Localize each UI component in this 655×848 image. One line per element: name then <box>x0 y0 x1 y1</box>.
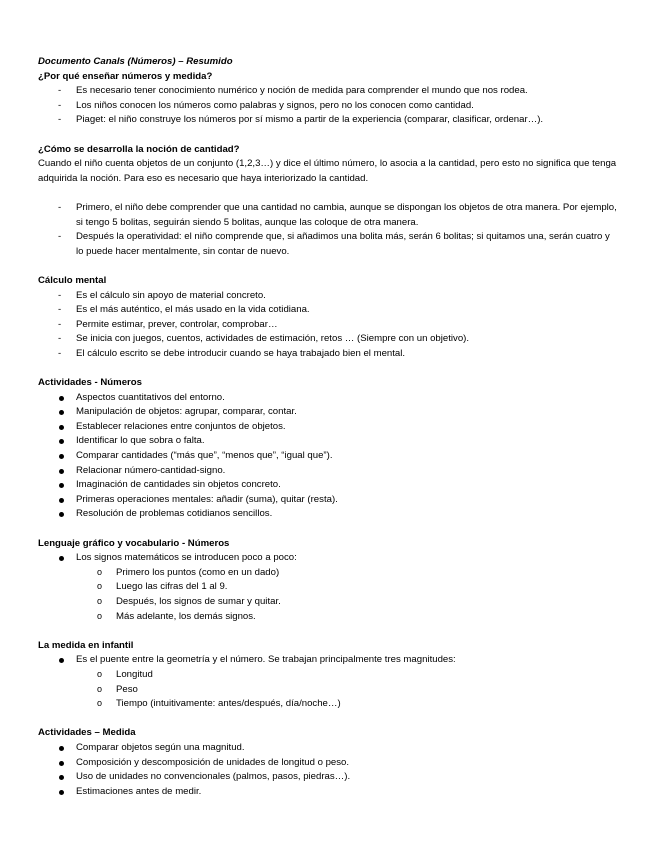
quantity-list <box>38 201 618 259</box>
list-item: Estimaciones antes de medir. <box>38 785 618 800</box>
sub-list-item: o Peso <box>38 683 618 698</box>
list-item: Los signos matemáticos se introducen poco a poco: <box>38 551 618 566</box>
list-item: - Primero, el niño debe comprender que una cantidad no cambia, aunque se dispongan los objetos de otra manera. Por ejemplo, si tengo 5 bolitas, seguirán siendo 5 bolitas, aunque las coloque de otra manera. <box>38 201 618 230</box>
measure-sublist <box>38 668 618 712</box>
list-item: - Los niños conocen los números como palabras y signos, pero no los conocen como cantidad. <box>38 99 618 114</box>
list-item: Aspectos cuantitativos del entorno. <box>38 391 618 406</box>
list-item: Comparar cantidades (“más que”, “menos que”, “igual que”). <box>38 449 618 464</box>
list-item: Manipulación de objetos: agrupar, comparar, contar. <box>38 405 618 420</box>
section-heading-activities-measure: Actividades – Medida <box>38 727 136 739</box>
why-list <box>38 84 618 128</box>
list-item: - Es el cálculo sin apoyo de material concreto. <box>38 289 618 304</box>
sub-list-item: o Tiempo (intuitivamente: antes/después, día/noche…) <box>38 697 618 712</box>
list-item: - Después la operatividad: el niño comprende que, si añadimos una bolita más, serán 6 bolitas; si quitamos una, serán cuatro y lo puede hacer mentalmente, sin contar de nuevo. <box>38 230 618 259</box>
measure-list <box>38 653 618 668</box>
section-heading-why: ¿Por qué enseñar números y medida? <box>38 70 213 82</box>
sub-list-item: o Primero los puntos (como en un dado) <box>38 566 618 581</box>
list-item: - Se inicia con juegos, cuentos, actividades de estimación, retos … (Siempre con un objetivo). <box>38 332 618 347</box>
sub-list-item: o Longitud <box>38 668 618 683</box>
list-item: Composición y descomposición de unidades de longitud o peso. <box>38 756 618 771</box>
list-item: Establecer relaciones entre conjuntos de objetos. <box>38 420 618 435</box>
document-title: Documento Canals (Números) – Resumido <box>38 56 233 67</box>
activities-numbers-list <box>38 391 618 522</box>
sub-list-item: o Después, los signos de sumar y quitar. <box>38 595 618 610</box>
sub-list-item: o Más adelante, los demás signos. <box>38 610 618 625</box>
section-heading-mental-calc: Cálculo mental <box>38 274 107 286</box>
section-heading-activities-numbers: Actividades - Números <box>38 377 142 389</box>
list-item: Resolución de problemas cotidianos sencillos. <box>38 507 618 522</box>
graphic-language-list <box>38 551 618 566</box>
list-item: - Es el más auténtico, el más usado en la vida cotidiana. <box>38 303 618 318</box>
list-item: Imaginación de cantidades sin objetos concreto. <box>38 478 618 493</box>
section-heading-quantity: ¿Cómo se desarrolla la noción de cantidad? <box>38 143 240 155</box>
list-item: Relacionar número-cantidad-signo. <box>38 464 618 479</box>
list-item: - Permite estimar, prever, controlar, comprobar… <box>38 318 618 333</box>
list-item: Es el puente entre la geometría y el número. Se trabajan principalmente tres magnitudes: <box>38 653 618 668</box>
section-heading-measure: La medida en infantil <box>38 639 134 651</box>
activities-measure-list <box>38 741 618 799</box>
list-item: Uso de unidades no convencionales (palmos, pasos, piedras…). <box>38 770 618 785</box>
quantity-paragraph: Cuando el niño cuenta objetos de un conjunto (1,2,3…) y dice el último número, lo asocia a la cantidad, pero esto no significa que tenga adquirida la noción. Para eso es necesario que haya interiorizado la cantidad. <box>38 158 617 184</box>
mental-calc-list <box>38 289 618 362</box>
list-item: Primeras operaciones mentales: añadir (suma), quitar (resta). <box>38 493 618 508</box>
list-item: - El cálculo escrito se debe introducir cuando se haya trabajado bien el mental. <box>38 347 618 362</box>
list-item: Identificar lo que sobra o falta. <box>38 434 618 449</box>
list-item: Comparar objetos según una magnitud. <box>38 741 618 756</box>
sub-list-item: o Luego las cifras del 1 al 9. <box>38 580 618 595</box>
list-item: - Es necesario tener conocimiento numérico y noción de medida para comprender el mundo que nos rodea. <box>38 84 618 99</box>
list-item: - Piaget: el niño construye los números por sí mismo a partir de la experiencia (comparar, clasificar, ordenar…). <box>38 113 618 128</box>
graphic-language-sublist <box>38 566 618 624</box>
document-page <box>38 55 618 799</box>
section-heading-graphic-language: Lenguaje gráfico y vocabulario - Números <box>38 537 230 549</box>
